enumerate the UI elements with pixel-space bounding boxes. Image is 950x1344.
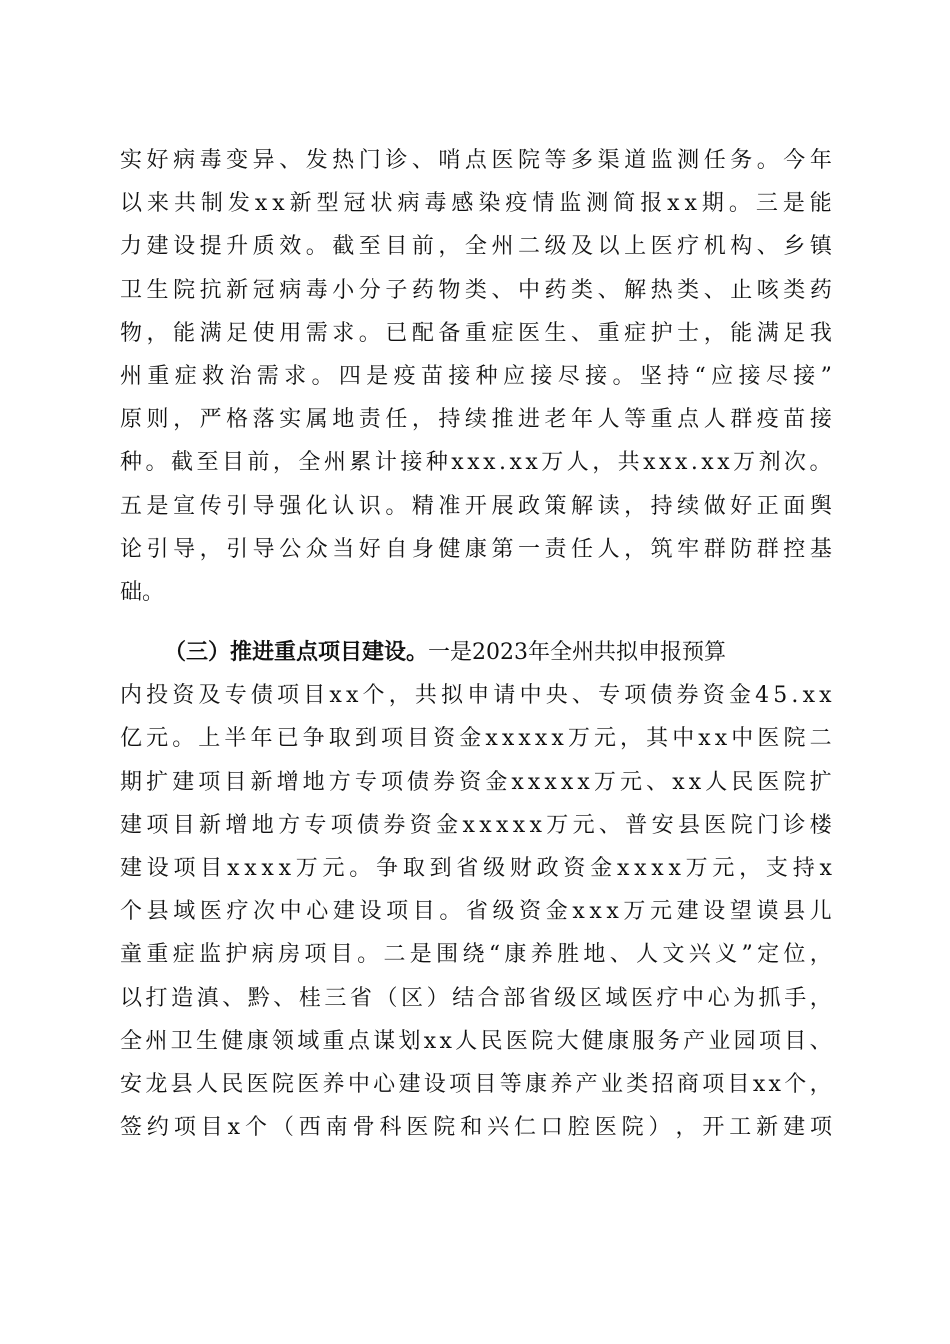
text-line: 童 重 症 监 护 病 房 项 目 。 二 是 围 绕 “ 康 养 胜 地 、 人 文 兴 义 ” 定 位 ，	[120, 942, 832, 968]
text-line: 州 重 症 救 治 需 求 。 四 是 疫 苗 接 种 应 接 尽 接 。 坚 持 “ 应 接 尽 接 ”	[120, 363, 832, 389]
text-line: 实 好 病 毒 变 异 、 发 热 门 诊 、 哨 点 医 院 等 多 渠 道 监 测 任 务 。 今 年	[120, 148, 832, 173]
text-line: 原 则 ， 严 格 落 实 属 地 责 任 ， 持 续 推 进 老 年 人 等 重 点 人 群 疫 苗 接	[120, 407, 832, 433]
text-line: 建 设 项 目 x x x x 万 元 。 争 取 到 省 级 财 政 资 金 x x x x 万 元 ， 支 持 x	[120, 855, 832, 881]
text-line: 个 县 域 医 疗 次 中 心 建 设 项 目 。 省 级 资 金 x x x 万 元 建 设 望 谟 县 儿	[120, 899, 832, 925]
section-heading-line	[120, 631, 832, 674]
text-line: 卫 生 院 抗 新 冠 病 毒 小 分 子 药 物 类 、 中 药 类 、 解 热 类 、 止 咳 类 药	[120, 277, 832, 303]
text-line: 种 。 截 至 目 前 ， 全 州 累 计 接 种 x x x . x x 万 人 ， 共 x x x . x x 万 剂 次 。	[120, 450, 832, 476]
text-line: 签 约 项 目 x 个 （ 西 南 骨 科 医 院 和 兴 仁 口 腔 医 院 ） ， 开 工 新 建 项	[120, 1115, 832, 1141]
text-line: 以 打 造 滇 、 黔 、 桂 三 省 （ 区 ） 结 合 部 省 级 区 域 医 疗 中 心 为 抓 手 ，	[120, 985, 832, 1011]
text-line: 础。	[120, 579, 165, 605]
text-line: 五 是 宣 传 引 导 强 化 认 识 。 精 准 开 展 政 策 解 读 ， 持 续 做 好 正 面 舆	[120, 493, 832, 519]
section-heading-rest: 一是2023年全州共拟申报预算	[428, 640, 727, 665]
text-line: 建 项 目 新 增 地 方 专 项 债 券 资 金 x x x x x 万 元 、 普 安 县 医 院 门 诊 楼	[120, 812, 832, 838]
text-line: 全 州 卫 生 健 康 领 域 重 点 谋 划 x x 人 民 医 院 大 健 康 服 务 产 业 园 项 目 、	[120, 1028, 832, 1054]
text-line: 期 扩 建 项 目 新 增 地 方 专 项 债 券 资 金 x x x x x 万 元 、 x x 人 民 医 院 扩	[120, 769, 832, 795]
text-line: 力 建 设 提 升 质 效 。 截 至 目 前 ， 全 州 二 级 及 以 上 医 疗 机 构 、 乡 镇	[120, 234, 832, 260]
text-line: 物 ， 能 满 足 使 用 需 求 。 已 配 备 重 症 医 生 、 重 症 护 士 ， 能 满 足 我	[120, 320, 832, 346]
paragraph-continuation	[120, 139, 832, 614]
text-line: 内 投 资 及 专 债 项 目 x x 个 ， 共 拟 申 请 中 央 、 专 项 债 券 资 金 4 5 . x x	[120, 683, 832, 709]
text-line: 论 引 导 ， 引 导 公 众 当 好 自 身 健 康 第 一 责 任 人 ， 筑 牢 群 防 群 控 基	[120, 536, 832, 562]
text-line: 以 来 共 制 发 x x 新 型 冠 状 病 毒 感 染 疫 情 监 测 简 报 x x 期 。 三 是 能	[120, 191, 832, 217]
section-three	[120, 631, 832, 1149]
text-line: 安 龙 县 人 民 医 院 医 养 中 心 建 设 项 目 等 康 养 产 业 类 招 商 项 目 x x 个 ，	[120, 1071, 832, 1097]
text-line: 亿 元 。 上 半 年 已 争 取 到 项 目 资 金 x x x x x 万 元 ， 其 中 x x 中 医 院 二	[120, 726, 832, 752]
section-heading: （三）推进重点项目建设。	[164, 639, 429, 665]
